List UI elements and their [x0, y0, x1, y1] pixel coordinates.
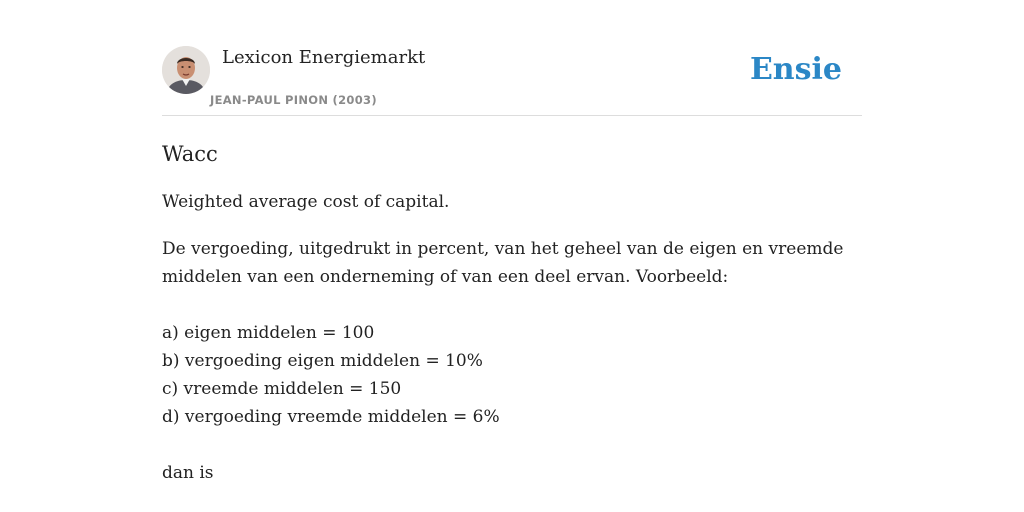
blank-line	[162, 291, 862, 319]
closing-text: dan is	[162, 463, 214, 483]
entry-definition: Weighted average cost of capital.	[162, 192, 450, 212]
blank-line	[162, 431, 862, 459]
body-line: middelen van een onderneming of van een deel ervan. Voorbeeld:	[162, 267, 729, 287]
author-avatar[interactable]	[162, 46, 210, 94]
example-item: d) vergoeding vreemde middelen = 6%	[162, 407, 500, 427]
example-item: a) eigen middelen = 100	[162, 323, 375, 343]
author-name[interactable]: JEAN-PAUL PINON (2003)	[210, 93, 377, 107]
example-item: b) vergoeding eigen middelen = 10%	[162, 351, 483, 371]
brand-logo[interactable]: Ensie	[749, 52, 842, 87]
example-item: c) vreemde middelen = 150	[162, 379, 402, 399]
entry-content	[162, 140, 862, 506]
entry-header	[162, 46, 862, 116]
entry-body	[162, 235, 862, 487]
entry-term: Wacc	[162, 142, 218, 166]
author-portrait-icon	[162, 46, 210, 94]
book-title[interactable]: Lexicon Energiemarkt	[222, 47, 426, 68]
body-line: De vergoeding, uitgedrukt in percent, van het geheel van de eigen en vreemde	[162, 239, 844, 259]
